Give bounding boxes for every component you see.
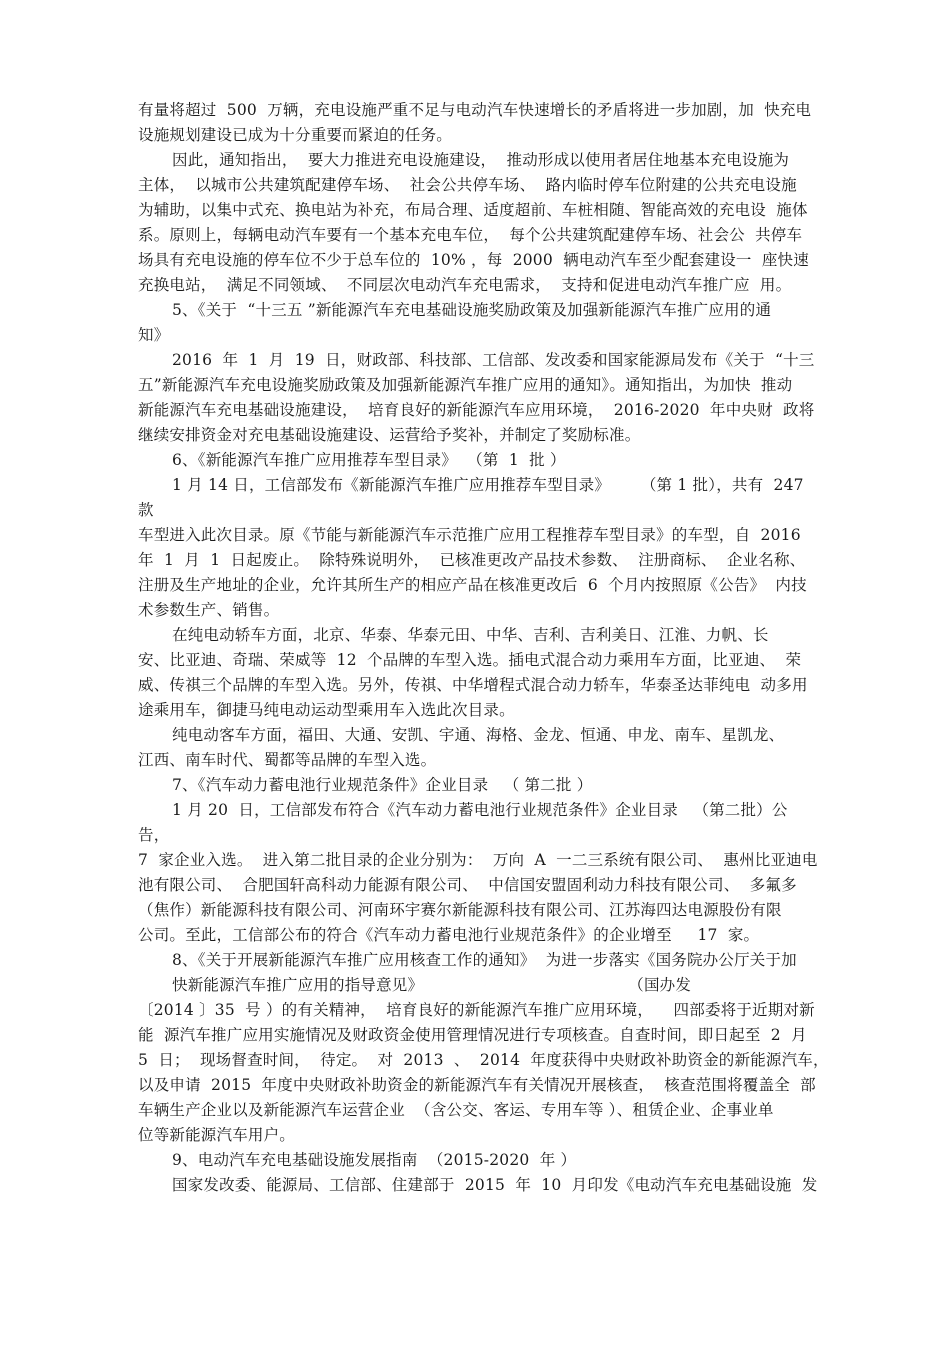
text-line: 8、《关于开展新能源汽车推广应用核查工作的通知》 为进一步落实《国务院办公厅关于加 [172,951,797,969]
text-line: 充换电站， 满足不同领域、 不同层次电动汽车充电需求， 支持和促进电动汽车推广应 用。 [138,276,792,294]
text-line: 五”新能源汽车充电设施奖励政策及加强新能源汽车推广应用的通知》。通知指出，为加快 推动 [138,376,793,394]
text-line: 池有限公司、 合肥国轩高科动力能源有限公司、 中信国安盟固利动力科技有限公司、 多氟多 [138,876,797,894]
text-line: 术参数生产、销售。 [138,601,280,619]
text-line: 公司。至此，工信部公布的符合《汽车动力蓄电池行业规范条件》的企业增至 17 家。 [138,926,760,944]
text-line: 在纯电动轿车方面，北京、华泰、华泰元田、中华、吉利、吉利美日、江淮、力帆、长 [172,626,769,644]
text-line: 纯电动客车方面，福田、大通、安凯、宇通、海格、金龙、恒通、申龙、南车、星凯龙、 [172,726,785,744]
text-line: 注册及生产地址的企业，允许其所生产的相应产品在核准更改后 6 个月内按照原《公告》 内技 [138,576,807,594]
text-line: 为辅助，以集中式充、换电站为补充，布局合理、适度超前、车桩相随、智能高效的充电设 施体 [138,201,808,219]
text-line: 7、《汽车动力蓄电池行业规范条件》企业目录 （ 第二批 ） [172,776,593,794]
text-line: 车辆生产企业以及新能源汽车运营企业 （含公交、客运、专用车等 ）、租赁企业、企事业单 [138,1101,774,1119]
text-line: 主体， 以城市公共建筑配建停车场、 社会公共停车场、 路内临时停车位附建的公共充电设施 [138,176,797,194]
text-line: 告， [138,826,170,844]
text-line: 国家发改委、能源局、工信部、住建部于 2015 年 10 月印发《电动汽车充电基础设施 发 [172,1176,818,1194]
text-line: 5、《关于 “十三五 ”新能源汽车充电基础设施奖励政策及加强新能源汽车推广应用的通 [172,301,772,319]
text-line: 新能源汽车充电基础设施建设， 培育良好的新能源汽车应用环境， 2016-2020 年中央财 政将 [138,401,815,419]
text-line: 7 家企业入选。 进入第二批目录的企业分别为： 万向 A 一二三系统有限公司、 惠州比亚迪电 [138,851,818,869]
text-line: 6、《新能源汽车推广应用推荐车型目录》 （第 1 批 ） [172,451,566,469]
text-line: 设施规划建设已成为十分重要而紧迫的任务。 [138,126,453,144]
text-line: 因此，通知指出， 要大力推进充电设施建设， 推动形成以使用者居住地基本充电设施为 [172,151,790,169]
text-line: 位等新能源汽车用户。 [138,1126,296,1144]
text-line: 安、比亚迪、奇瑞、荣威等 12 个品牌的车型入选。插电式混合动力乘用车方面，比亚迪、 荣 [138,651,802,669]
text-line: 场具有充电设施的停车位不少于总车位的 10% ，每 2000 辆电动汽车至少配套建设一 座快速 [138,251,809,269]
text-line: 系。原则上，每辆电动汽车要有一个基本充电车位， 每个公共建筑配建停车场、社会公 共停车 [138,226,803,244]
text-line: 知》 [138,326,170,344]
text-line: 1 月 14 日，工信部发布《新能源汽车推广应用推荐车型目录》 （第 1 批），共有 247 [172,476,804,494]
text-line: 车型进入此次目录。原《节能与新能源汽车示范推广应用工程推荐车型目录》的车型，自 2016 [138,526,801,544]
text-line: 威、传祺三个品牌的车型入选。另外，传祺、中华增程式混合动力轿车，华泰圣达菲纯电 动多用 [138,676,808,694]
text-line: 有量将超过 500 万辆，充电设施严重不足与电动汽车快速增长的矛盾将进一步加剧，加 快充电 [138,101,812,119]
text-line: 以及申请 2015 年度中央财政补助资金的新能源汽车有关情况开展核查， 核查范围将覆盖全 部 [138,1076,816,1094]
text-line: 2016 年 1 月 19 日，财政部、科技部、工信部、发改委和国家能源局发布《关于 “十三 [172,351,815,369]
text-line: 年 1 月 1 日起废止。 除特殊说明外， 已核准更改产品技术参数、 注册商标、 企业名称、 [138,551,806,569]
text-line: 江西、南车时代、蜀都等品牌的车型入选。 [138,751,437,769]
text-line: 途乘用车，御捷马纯电动运动型乘用车入选此次目录。 [138,701,515,719]
text-line: 5 日； 现场督查时间， 待定。 对 2013 、 2014 年度获得中央财政补助资金的新能源汽车， [138,1051,829,1069]
text-line: （焦作）新能源科技有限公司、河南环宇赛尔新能源科技有限公司、江苏海四达电源股份有限 [138,901,782,919]
text-line: 快新能源汽车推广应用的指导意见》 （国办发 [172,976,692,994]
text-line: 能 源汽车推广应用实施情况及财政资金使用管理情况进行专项核查。自查时间，即日起至 2 月 [138,1026,807,1044]
text-line: 〔2014 〕35 号 ）的有关精神， 培育良好的新能源汽车推广应用环境， 四部委将于近期对新 [138,1001,815,1019]
text-line: 9、电动汽车充电基础设施发展指南 （2015-2020 年 ） [172,1151,577,1169]
text-line: 1 月 20 日，工信部发布符合《汽车动力蓄电池行业规范条件》企业目录 （第二批）公 [172,801,788,819]
text-line: 继续安排资金对充电基础设施建设、运营给予奖补，并制定了奖励标准。 [138,426,641,444]
text-line: 款 [138,501,154,519]
